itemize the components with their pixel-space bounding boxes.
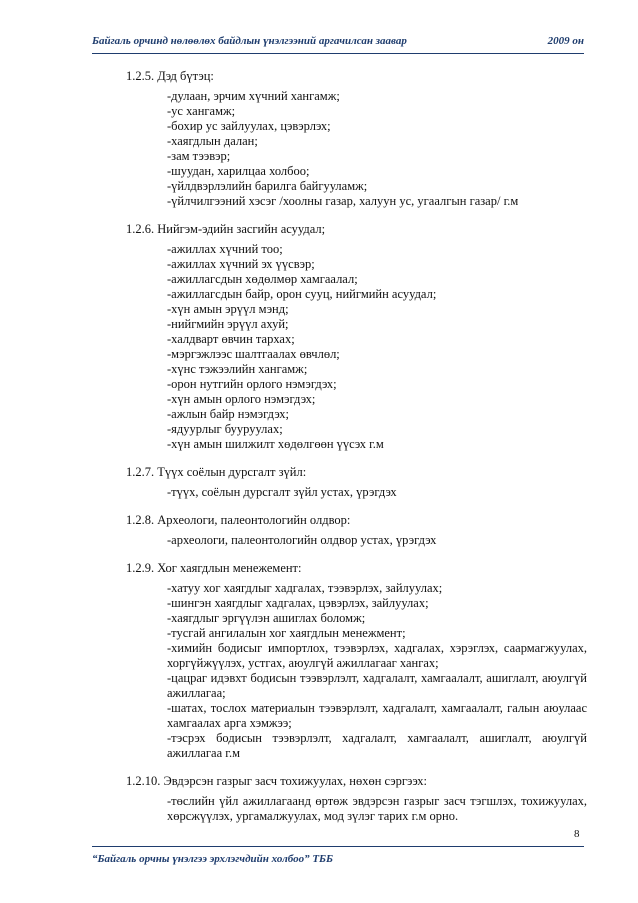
section-infrastructure [0,69,638,209]
list-item: -ус хангамж; [167,104,236,118]
list-item: -шингэн хаягдлыг хадгалах, цэвэрлэх, зайлуулах; [167,596,429,610]
list-item: -ажиллах хүчний тоо; [167,242,283,256]
list-item: -төслийн үйл ажиллагаанд өртөж эвдэрсэн газрыг засч тэгшлэх, тохижуулах, хөрсжүүлэх, ургамалжуулах, мод зүлэг тарих г.м орно. [167,794,587,823]
list-item: -тусгай ангилалын хог хаягдлын менежмент; [167,626,406,640]
section-heading: 1.2.10. Эвдэрсэн газрыг засч тохижуулах, нөхөн сэргээх: [126,774,427,788]
list-item: -хүн амын шилжилт хөдөлгөөн үүсэх г.м [167,437,384,451]
section-land-rehabilitation [0,774,638,824]
section-heading: 1.2.7. Түүх соёлын дурсгалт зүйл: [126,465,307,479]
list-item: -ядуурлыг бууруулах; [167,422,283,436]
list-item: -мэргэжлээс шалтгаалах өвчлөл; [167,347,340,361]
list-item: -шатах, тослох материалын тээвэрлэлт, хадгалалт, хамгаалалт, галын аюулаас хамгаалах арга хэмжээ; [167,701,587,730]
list-item: -тэсрэх бодисын тээвэрлэлт, хадгалалт, хамгаалалт, ашиглалт, аюулгүй ажиллагаа г.м [167,731,587,760]
list-item: -зам тээвэр; [167,149,231,163]
list-item: -түүх, соёлын дурсгалт зүйл устах, үрэгдэх [167,485,397,499]
section-heritage [0,465,638,500]
list-item: -хатуу хог хаягдлыг хадгалах, тээвэрлэх, зайлуулах; [167,581,443,595]
list-item: -ажиллагсдын байр, орон сууц, нийгмийн асуудал; [167,287,437,301]
list-item: -ажиллагсдын хөдөлмөр хамгаалал; [167,272,358,286]
section-socio-economic [0,222,638,452]
list-item: -хаягдлыг эргүүлэн ашиглах боломж; [167,611,366,625]
section-heading: 1.2.8. Археологи, палеонтологийн олдвор: [126,513,351,527]
list-item: -дулаан, эрчим хүчний хангамж; [167,89,340,103]
page-header [92,35,584,51]
section-heading: 1.2.6. Нийгэм-эдийн засгийн асуудал; [126,222,326,236]
list-item: -хаягдлын далан; [167,134,258,148]
list-item: -нийгмийн эрүүл ахуй; [167,317,289,331]
list-item: -орон нутгийн орлого нэмэгдэх; [167,377,337,391]
list-item: -бохир ус зайлуулах, цэвэрлэх; [167,119,331,133]
list-item: -үйлдвэрлэлийн барилга байгууламж; [167,179,368,193]
section-waste-management [0,561,638,761]
list-item: -химийн бодисыг импортлох, тээвэрлэх, хадгалах, хэрэглэх, саармагжуулах, хоргүйжүүлэх, устгах, аюулгүй ажиллагааг хангах; [167,641,587,670]
header-title: Байгаль орчинд нөлөөлөх байдлын үнэлгээний аргачилсан заавар [92,35,407,47]
page-body [0,69,638,837]
list-item: -хүнс тэжээлийн хангамж; [167,362,308,376]
section-archaeology [0,513,638,548]
header-rule [92,53,584,54]
page-footer: “Байгаль орчны үнэлгээ эрхлэгчдийн холбоо” ТББ [92,853,334,865]
list-item: -халдварт өвчин тархах; [167,332,295,346]
list-item: -ажиллах хүчний эх үүсвэр; [167,257,315,271]
header-year: 2009 он [547,35,584,47]
list-item: -цацраг идэвхт бодисын тээвэрлэлт, хадгалалт, хамгаалалт, ашиглалт, аюулгүй ажиллагаа; [167,671,587,700]
list-item: -хүн амын орлого нэмэгдэх; [167,392,316,406]
list-item: -үйлчилгээний хэсэг /хоолны газар, халуун ус, угаалгын газар/ г.м [167,194,519,208]
section-heading: 1.2.9. Хог хаягдлын менежемент: [126,561,302,575]
footer-rule [92,846,584,847]
list-item: -ажлын байр нэмэгдэх; [167,407,289,421]
list-item: -археологи, палеонтологийн олдвор устах, үрэгдэх [167,533,437,547]
list-item: -шуудан, харилцаа холбоо; [167,164,310,178]
section-heading: 1.2.5. Дэд бүтэц: [126,69,214,83]
list-item: -хүн амын эрүүл мэнд; [167,302,289,316]
page-number: 8 [574,828,580,840]
